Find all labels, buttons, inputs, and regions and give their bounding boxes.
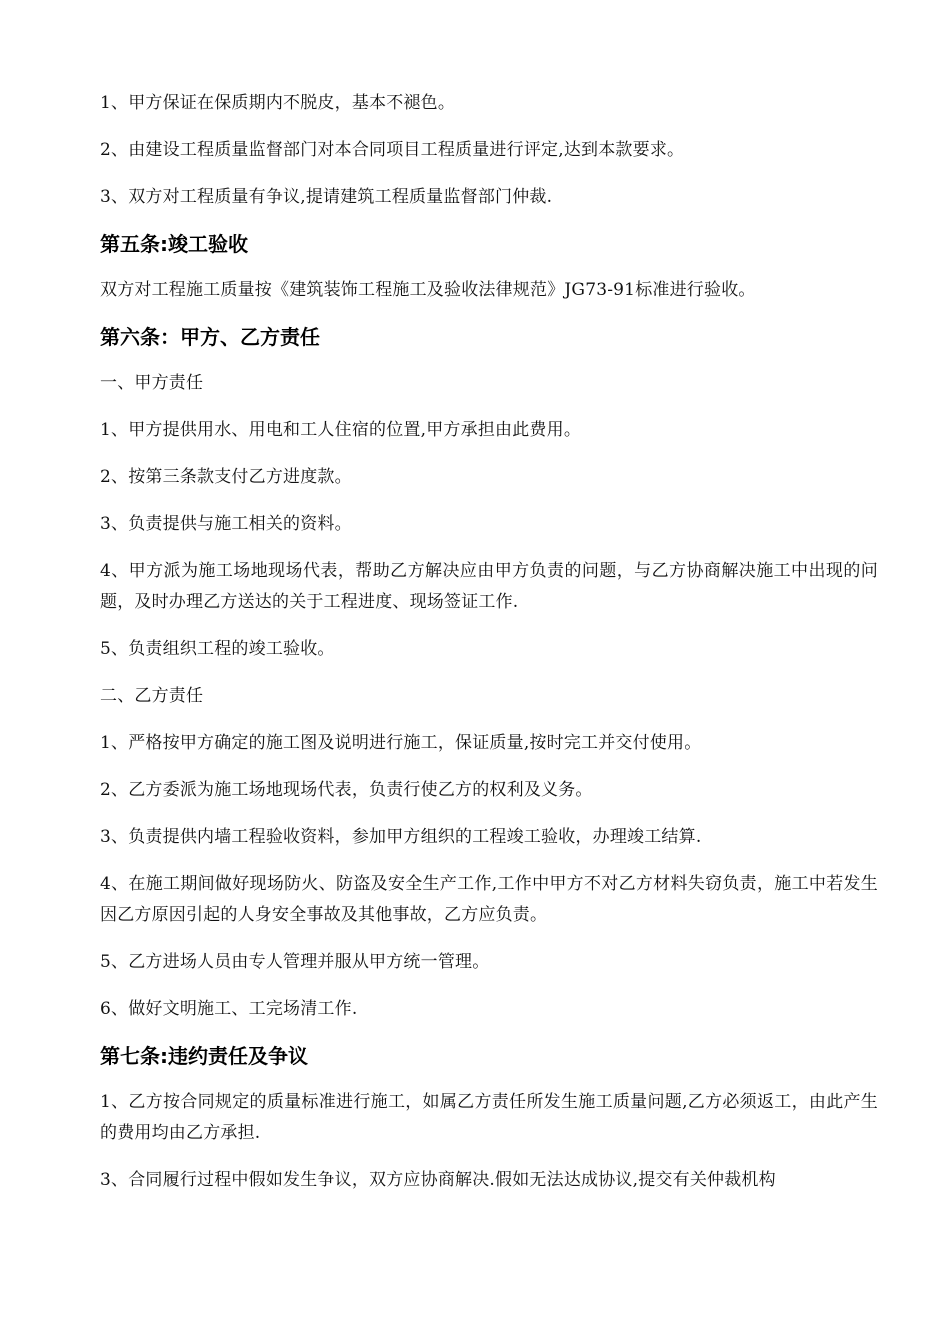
paragraph-party-b-item-5: 5、乙方进场人员由专人管理并服从甲方统一管理。 [100,952,490,972]
paragraph-quality-guarantee: 1、甲方保证在保质期内不脱皮，基本不褪色。 [100,93,456,113]
subheading-party-b-duties: 二、乙方责任 [100,686,204,706]
paragraph-party-b-item-1: 1、严格按甲方确定的施工图及说明进行施工，保证质量,按时完工并交付使用。 [100,733,702,753]
paragraph-party-a-item-4: 4、甲方派为施工场地现场代表，帮助乙方解决应由甲方负责的问题，与乙方协商解决施工中出现的问题，及时办理乙方送达的关于工程进度、现场签证工作. [100,561,878,612]
paragraph-party-a-item-1: 1、甲方提供用水、用电和工人住宿的位置,甲方承担由此费用。 [100,420,582,440]
paragraph-breach-item-3: 3、合同履行过程中假如发生争议，双方应协商解决.假如无法达成协议,提交有关仲裁机构 [100,1170,776,1190]
paragraph-party-b-item-2: 2、乙方委派为施工场地现场代表，负责行使乙方的权利及义务。 [100,780,593,800]
paragraph-party-a-item-2: 2、按第三条款支付乙方进度款。 [100,467,352,487]
paragraph-party-a-item-5: 5、负责组织工程的竣工验收。 [100,639,335,659]
paragraph-quality-dispute: 3、双方对工程质量有争议,提请建筑工程质量监督部门仲裁. [100,187,553,207]
paragraph-party-b-item-4: 4、在施工期间做好现场防火、防盗及安全生产工作,工作中甲方不对乙方材料失窃负责，施工中若发生因乙方原因引起的人身安全事故及其他事故，乙方应负责。 [100,874,878,925]
paragraph-party-b-item-3: 3、负责提供内墙工程验收资料，参加甲方组织的工程竣工验收，办理竣工结算. [100,827,702,847]
heading-article-7: 第七条:违约责任及争议 [100,1044,308,1068]
heading-article-6: 第六条：甲方、乙方责任 [100,325,320,349]
subheading-party-a-duties: 一、甲方责任 [100,373,204,393]
heading-article-5: 第五条:竣工验收 [100,232,248,256]
paragraph-party-b-item-6: 6、做好文明施工、工完场清工作. [100,999,358,1019]
paragraph-party-a-item-3: 3、负责提供与施工相关的资料。 [100,514,352,534]
paragraph-breach-item-1: 1、乙方按合同规定的质量标准进行施工，如属乙方责任所发生施工质量问题,乙方必须返工，由此产生的费用均由乙方承担. [100,1092,878,1143]
document-page [100,88,878,1212]
paragraph-acceptance-standard: 双方对工程施工质量按《建筑装饰工程施工及验收法律规范》JG73-91标准进行验收。 [100,280,756,300]
paragraph-quality-evaluation: 2、由建设工程质量监督部门对本合同项目工程质量进行评定,达到本款要求。 [100,140,685,160]
